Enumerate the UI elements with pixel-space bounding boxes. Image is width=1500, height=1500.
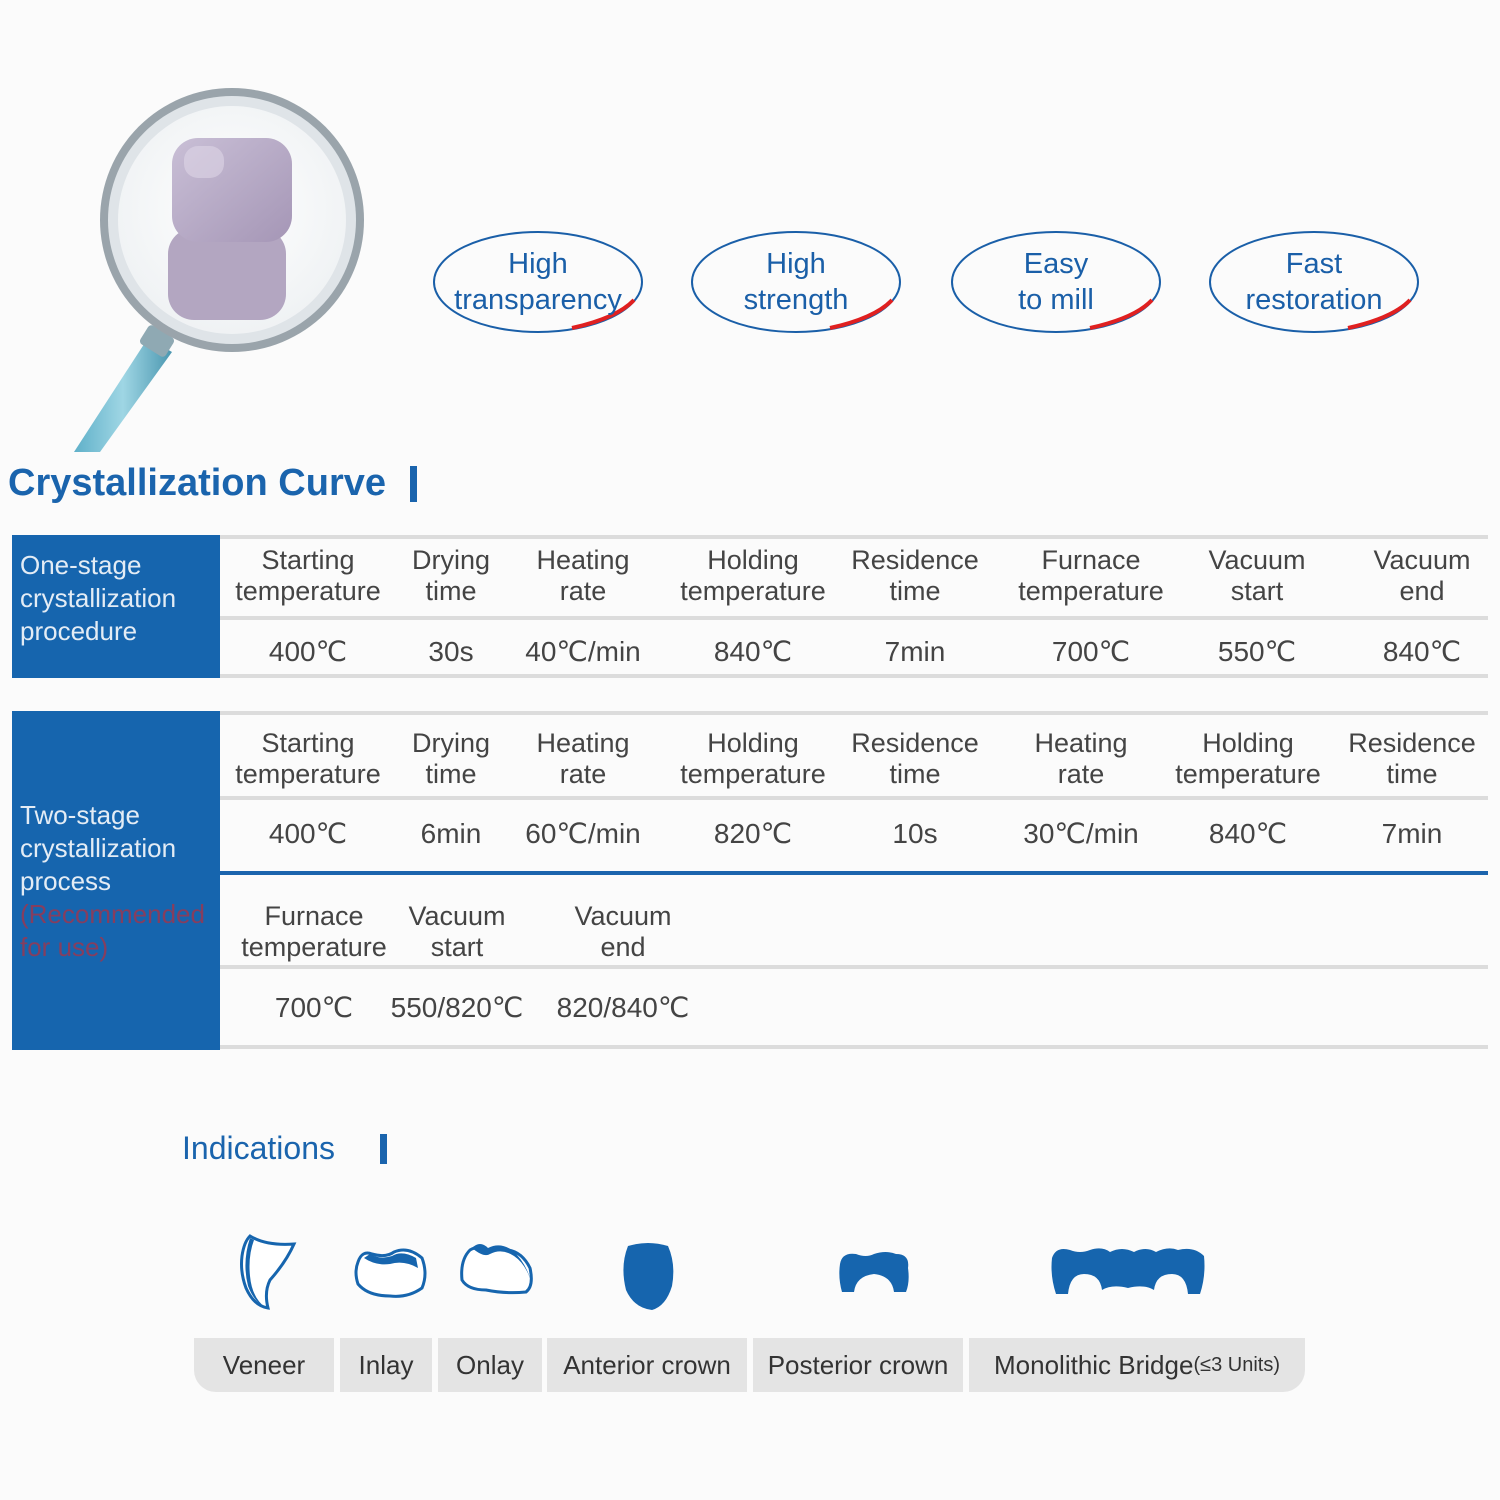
two-stage-header: Drying time [411, 728, 491, 789]
feature-high-strength [690, 230, 902, 334]
two-stage-header: Heating rate [1034, 728, 1128, 789]
one-stage-header: Vacuum start [1208, 545, 1306, 606]
feature-easy-to-mill [950, 230, 1162, 334]
indication-onlay: Onlay [438, 1338, 542, 1392]
divider [220, 711, 1488, 715]
indication-posterior-crown: Posterior crown [753, 1338, 963, 1392]
divider [220, 535, 1488, 539]
one-stage-header: Heating rate [536, 545, 630, 606]
divider [220, 796, 1488, 800]
feature-label: Easy to mill [1018, 248, 1094, 316]
two-stage-header-2: Vacuum start [408, 901, 506, 962]
one-stage-value: 7min [884, 636, 946, 667]
two-stage-header: Holding temperature [680, 728, 826, 789]
blue-divider [220, 871, 1488, 875]
one-stage-header: Starting temperature [235, 545, 381, 606]
magnifier-product-image [60, 80, 380, 460]
divider [220, 1045, 1488, 1049]
one-stage-header: Holding temperature [680, 545, 826, 606]
one-stage-label: One-stage crystallization procedure [12, 535, 220, 678]
two-stage-header: Heating rate [536, 728, 630, 789]
posterior-crown-icon [836, 1248, 912, 1296]
two-stage-value-2: 550/820℃ [390, 992, 524, 1023]
indication-monolithic-bridge: Monolithic Bridge (≤3 Units) [969, 1338, 1305, 1392]
one-stage-value: 840℃ [713, 636, 793, 667]
two-stage-header-2: Vacuum end [574, 901, 672, 962]
title-accent-bar [380, 1134, 387, 1164]
feature-fast-restoration [1208, 230, 1420, 334]
one-stage-value: 700℃ [1051, 636, 1131, 667]
one-stage-value: 30s [428, 636, 474, 667]
two-stage-value-2: 700℃ [274, 992, 354, 1023]
one-stage-value: 550℃ [1217, 636, 1297, 667]
one-stage-header: Drying time [411, 545, 491, 606]
two-stage-header-2: Furnace temperature [241, 901, 387, 962]
one-stage-header: Vacuum end [1373, 545, 1471, 606]
one-stage-value: 840℃ [1382, 636, 1462, 667]
inlay-icon [352, 1244, 430, 1300]
indication-veneer: Veneer [194, 1338, 334, 1392]
two-stage-value: 30℃/min [1023, 818, 1139, 849]
divider [220, 616, 1488, 620]
monolithic-bridge-icon [1050, 1244, 1206, 1298]
divider [220, 674, 1488, 678]
feature-high-transparency [432, 230, 644, 334]
divider [220, 965, 1488, 969]
two-stage-value: 820℃ [713, 818, 793, 849]
two-stage-header: Starting temperature [235, 728, 381, 789]
recommended-note: (Recommended for use) [20, 899, 205, 962]
two-stage-value: 400℃ [268, 818, 348, 849]
one-stage-value: 40℃/min [525, 636, 641, 667]
veneer-icon [236, 1232, 300, 1312]
one-stage-header: Residence time [851, 545, 979, 606]
one-stage-value: 400℃ [268, 636, 348, 667]
indications-title: Indications [182, 1130, 335, 1166]
feature-label: Fast restoration [1245, 248, 1383, 316]
anterior-crown-icon [618, 1240, 678, 1312]
feature-label: High transparency [454, 248, 622, 316]
two-stage-value: 6min [420, 818, 482, 849]
two-stage-header: Holding temperature [1175, 728, 1321, 789]
title-accent-bar [410, 466, 417, 502]
two-stage-value-2: 820/840℃ [556, 992, 690, 1023]
two-stage-value: 7min [1381, 818, 1443, 849]
onlay-icon [456, 1240, 536, 1298]
two-stage-header: Residence time [851, 728, 979, 789]
feature-label: High strength [743, 248, 849, 316]
two-stage-header: Residence time [1348, 728, 1476, 789]
indication-anterior-crown: Anterior crown [547, 1338, 747, 1392]
two-stage-value: 60℃/min [525, 818, 641, 849]
two-stage-label: Two-stage crystallization process (Recommended for use) [12, 711, 220, 1050]
crystallization-title: Crystallization Curve [8, 462, 386, 504]
one-stage-header: Furnace temperature [1018, 545, 1164, 606]
two-stage-value: 10s [892, 818, 938, 849]
two-stage-value: 840℃ [1208, 818, 1288, 849]
indication-inlay: Inlay [340, 1338, 432, 1392]
